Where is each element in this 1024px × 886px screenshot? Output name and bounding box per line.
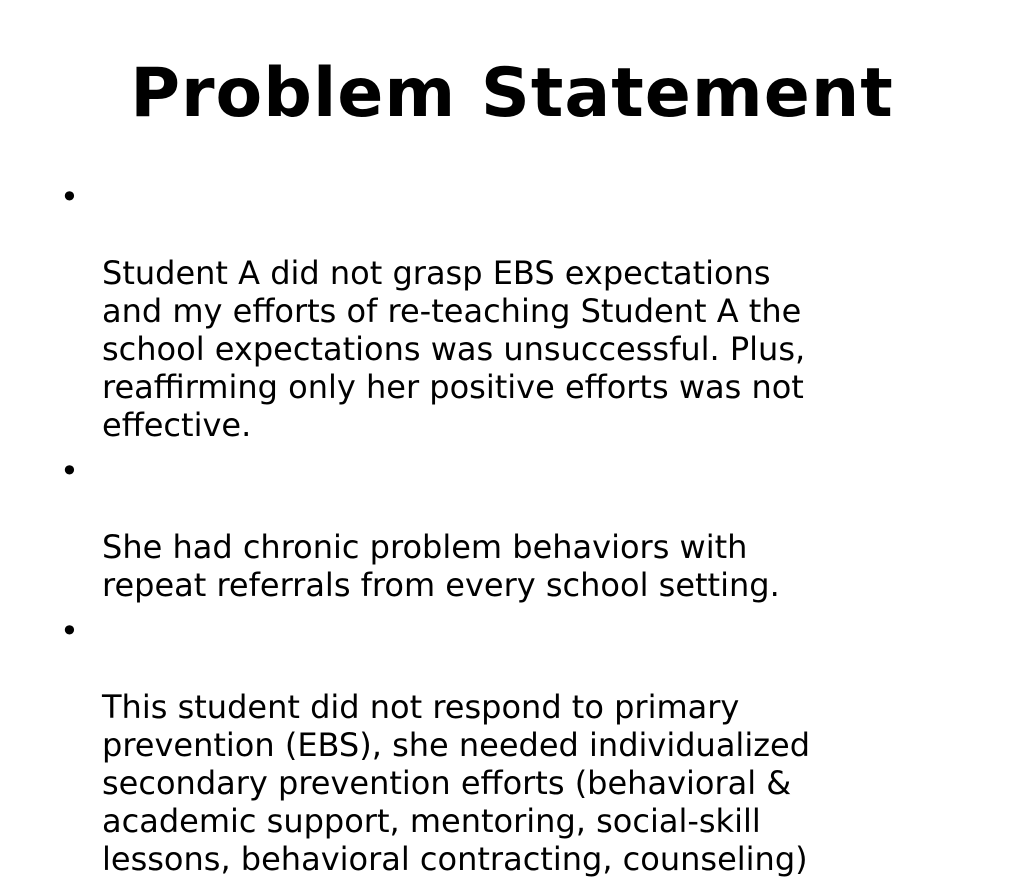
- slide-title: Problem Statement: [130, 54, 894, 133]
- bullet-glyph: •: [60, 178, 79, 216]
- bullet-glyph: •: [60, 452, 79, 490]
- bullet-glyph: •: [60, 612, 79, 650]
- bullet-text: This student did not respond to primary prevention (EBS), she needed individualized secondary prevention efforts (behavioral & academic support, mentoring, social-skill lessons, behavioral contracting, counseling): [102, 688, 810, 878]
- bullet-item-2: [60, 452, 980, 604]
- bullet-text: Student A did not grasp EBS expectations and my efforts of re-teaching Student A the school expectations was unsuccessful. Plus, reaffirming only her positive efforts was not effective.: [102, 254, 806, 444]
- bullet-list: [60, 178, 980, 886]
- bullet-item-1: [60, 178, 980, 444]
- bullet-item-3: [60, 612, 980, 878]
- bullet-text: She had chronic problem behaviors with repeat referrals from every school setting.: [102, 528, 780, 604]
